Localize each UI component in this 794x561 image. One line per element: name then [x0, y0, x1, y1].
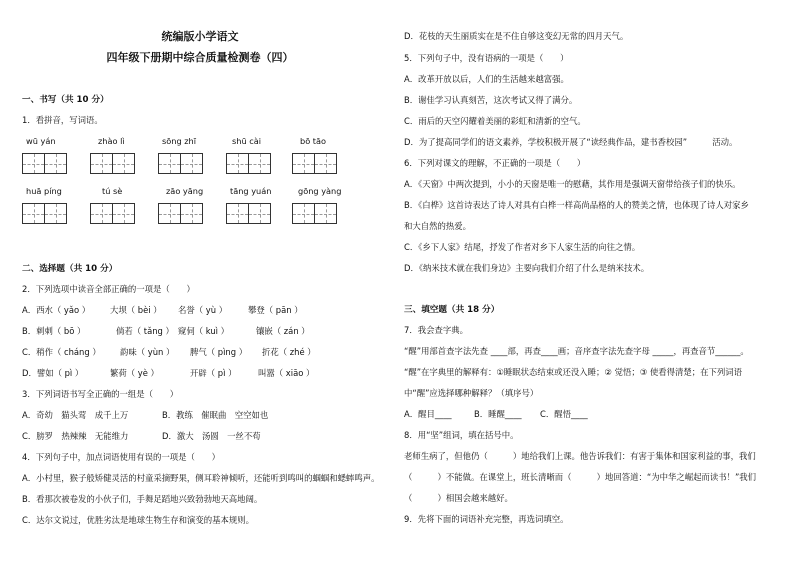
option-text: A．改革开放以后，人们的生活越来越富强。	[404, 74, 569, 84]
section-heading-fill: 三、填空题（共 18 分）	[404, 305, 500, 315]
option-text: C．醒悟____	[540, 409, 588, 419]
question-3: 3．下列词语书写全正确的一组是（ ）	[22, 389, 179, 399]
option-text: D．为了提高同学们的语文素养，学校积极开展了“读经典作品，建书香校园” 活动。	[404, 137, 738, 147]
option-text: C．膀罗 热辣辣 无能维力	[22, 431, 129, 441]
option-text: A．奇幼 猫头莺 成千上万	[22, 410, 129, 420]
option-text: B．《白桦》这首诗表达了诗人对具有白桦一样高尚品格的人的赞美之情，也体现了诗人对家乡	[404, 200, 749, 210]
option-text: 折花（ zhé ）	[262, 347, 316, 357]
question-2: 2．下列选项中读音全部正确的一项是（ ）	[22, 284, 195, 294]
option-text: D．激大 汤圆 一丝不苟	[162, 431, 261, 441]
option-text: 叫嚣（ xiāo ）	[258, 368, 315, 378]
pinyin-label: wū yán	[26, 136, 56, 146]
option-text: B．教练 催眠曲 空空如也	[162, 410, 269, 420]
writing-grid[interactable]	[90, 153, 134, 174]
writing-grid[interactable]	[158, 153, 202, 174]
pinyin-label: huā píng	[26, 186, 62, 196]
exam-title: 四年级下册期中综合质量检测卷（四）	[106, 51, 294, 64]
question-1: 1．看拼音，写词语。	[22, 115, 103, 125]
option-text: 窥伺（ kuì ）	[178, 326, 230, 336]
option-text: A．醒目____	[404, 409, 452, 419]
option-text: C．雨后的天空闪耀着美丽的彩虹和清新的空气。	[404, 116, 586, 126]
option-text: 倘若（ tǎng ）	[116, 326, 174, 336]
question-8-line: （ ）不能做。在课堂上，班长清晰而（ ）地回答道：“为中华之崛起而读书！”我们	[404, 472, 757, 482]
writing-grid[interactable]	[226, 153, 270, 174]
option-text: D．譬如（ pì ）	[22, 368, 84, 378]
option-text: C．稍作（ cháng ）	[22, 347, 101, 357]
question-8: 8．用“坚”组词，填在括号中。	[404, 430, 519, 440]
pinyin-label: sōng zhī	[162, 136, 197, 146]
writing-grid[interactable]	[292, 153, 336, 174]
option-text: 攀登（ pān ）	[248, 305, 303, 315]
option-text: A．西水（ yǎo ）	[22, 305, 91, 315]
option-text: B．刺刺（ bō ）	[22, 326, 86, 336]
option-text: 镶嵌（ zán ）	[256, 326, 310, 336]
question-8-line: 老师生病了，但他仍（ ）地给我们上课。他告诉我们：有害于集体和国家利益的事，我们	[404, 451, 756, 461]
pinyin-label: bō tāo	[300, 136, 327, 146]
section-heading-choice: 二、选择题（共 10 分）	[22, 264, 118, 274]
writing-grid[interactable]	[226, 203, 270, 224]
exam-series-title: 统编版小学语文	[161, 30, 239, 43]
option-text: A．《天窗》中两次提到，小小的天窗是唯一的慰藉，其作用是强调天窗带给孩子们的快乐。	[404, 179, 741, 189]
option-text: D．花枝的天生丽质实在是不住自够这变幻无常的四月天气。	[404, 31, 629, 41]
writing-grid[interactable]	[158, 203, 202, 224]
question-5: 5．下列句子中，没有语病的一项是（ ）	[404, 53, 569, 63]
writing-grid[interactable]	[22, 203, 66, 224]
option-text: 脾气（ pìng ）	[190, 347, 248, 357]
pinyin-label: gōng yàng	[298, 186, 342, 196]
section-heading-writing: 一、书写（共 10 分）	[22, 95, 109, 105]
option-text: 繁荷（ yè ）	[110, 368, 159, 378]
question-7-line: 中“醒”应选择哪种解释？（填序号）	[404, 388, 539, 398]
question-7-line: “醒”用部首查字法先查 ____部，再查____画；音序查字法先查字母 _____，再查音节______。	[404, 346, 749, 356]
option-text: C．《乡下人家》结尾，抒发了作者对乡下人家生活的向往之情。	[404, 242, 641, 252]
pinyin-label: tú sè	[102, 186, 123, 196]
question-9: 9．先将下面的词语补充完整，再选词填空。	[404, 514, 569, 524]
question-7: 7．我会查字典。	[404, 325, 468, 335]
pinyin-label: shū cài	[232, 136, 262, 146]
option-text: C．达尔文说过，优胜劣汰是地球生物生存和演变的基本规则。	[22, 515, 254, 525]
question-8-line: （ ）相国会越来越好。	[404, 493, 513, 503]
writing-grid[interactable]	[90, 203, 134, 224]
writing-grid[interactable]	[292, 203, 336, 224]
option-text: 开辟（ pì ）	[190, 368, 237, 378]
option-text: 名誉（ yù ）	[178, 305, 228, 315]
option-text: B．谢佳学习认真刻苦，这次考试又得了满分。	[404, 95, 578, 105]
pinyin-label: zāo yāng	[166, 186, 204, 196]
pinyin-label: zhào lì	[98, 136, 125, 146]
question-4: 4．下列句子中，加点词语使用有误的一项是（ ）	[22, 452, 220, 462]
question-6: 6．下列对课文的理解，不正确的一项是（ ）	[404, 158, 586, 168]
option-text: 和大自然的热爱。	[404, 221, 471, 231]
writing-grid[interactable]	[22, 153, 66, 174]
pinyin-label: tāng yuán	[230, 186, 272, 196]
question-7-line: “醒”在字典里的解释有：①睡眠状态结束或还没入睡；② 觉悟；③ 使看得清楚；在下列词语	[404, 367, 743, 377]
option-text: B．看那次被卷发的小伙子们，手舞足蹈地兴致勃勃地天高地阔。	[22, 494, 263, 504]
option-text: 韵味（ yùn ）	[120, 347, 175, 357]
option-text: 大坝（ bèi ）	[110, 305, 162, 315]
option-text: D．《纳米技术就在我们身边》主要向我们介绍了什么是纳米技术。	[404, 263, 650, 273]
option-text: A．小村里，猴子般矫健灵活的村童采摘野果，侧耳聆神倾听，还能听到鸣叫的蝈蝈和蟋蟀鸣声。	[22, 473, 380, 483]
option-text: B．睡醒____	[474, 409, 522, 419]
